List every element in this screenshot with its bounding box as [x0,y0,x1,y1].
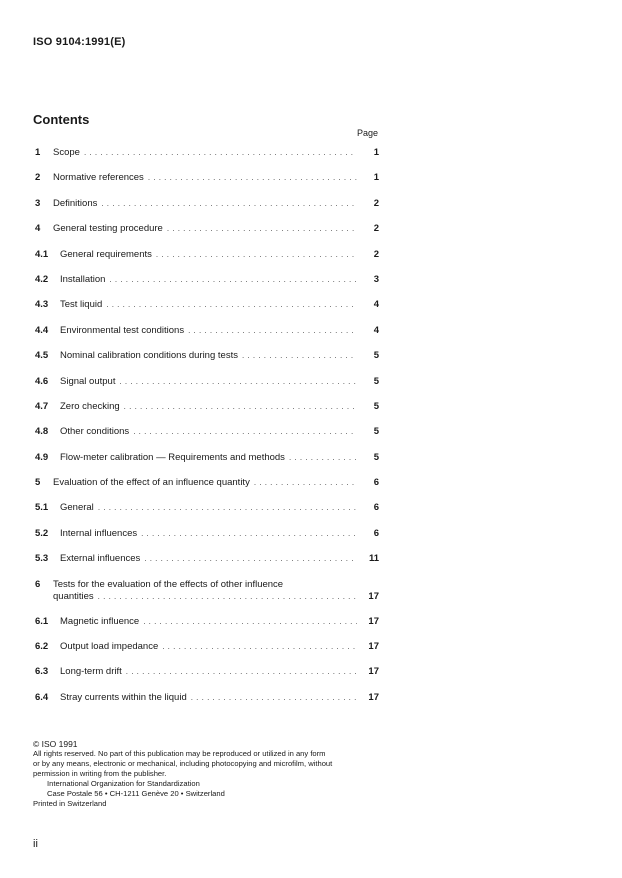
toc-entry-label: External influences [60,553,141,565]
toc-entry-label: Stray currents within the liquid [60,691,187,703]
rights-line: or by any means, electronic or mechanical, including photocopying and microfilm, without [33,759,333,768]
toc-entry-page: 5 [373,400,379,412]
toc-entry[interactable] [33,325,379,350]
toc-entry-number: 4.3 [35,299,49,311]
toc-entry-label: Environmental test conditions [60,324,185,336]
dot-leader [98,592,357,601]
toc-entry-number: 5.3 [35,553,49,565]
toc-entry-label: Output load impedance [60,641,159,653]
rights-line: All rights reserved. No part of this publication may be reproduced or utilized in any form [33,749,326,758]
toc-entry-page: 6 [373,502,379,514]
document-header: ISO 9104:1991(E) [33,36,126,48]
toc-entry-page: 4 [373,299,379,311]
dot-leader [156,250,357,259]
dot-leader [101,199,357,208]
organization-address: Case Postale 56 • CH-1211 Genève 20 • Switzerland [47,789,225,798]
toc-entry[interactable] [33,299,379,324]
toc-entry-page: 11 [368,553,379,565]
toc-entry-page: 5 [373,350,379,362]
contents-title: Contents [33,112,90,127]
dot-leader [119,377,357,386]
toc-entry[interactable] [33,692,379,717]
toc-entry-number: 6.2 [35,641,49,653]
toc-entry-page: 1 [373,172,379,184]
toc-entry[interactable] [33,579,379,616]
organization-name: International Organization for Standardization [47,779,200,788]
dot-leader [143,617,357,626]
toc-entry-label: Internal influences [60,527,138,539]
toc-entry-page: 1 [373,147,379,158]
toc-entry-page: 5 [373,451,379,463]
toc-entry-number: 6.4 [35,691,49,703]
toc-entry-label: Signal output [60,375,116,387]
dot-leader [84,148,357,157]
toc-entry-page: 2 [373,248,379,260]
dot-leader [289,453,357,462]
toc-entry-number: 4.6 [35,375,49,387]
dot-leader [188,326,357,335]
toc-entry[interactable] [33,528,379,553]
toc-entry-number: 6 [35,578,41,590]
dot-leader [124,402,357,411]
toc-entry-label: Nominal calibration conditions during tests [60,350,238,362]
toc-entry-label: quantities [53,590,94,602]
toc-entry-page: 4 [373,324,379,336]
toc-entry-label-line1: Tests for the evaluation of the effects of other influence [53,578,284,590]
toc-entry-page: 2 [373,223,379,235]
page-column-label: Page [357,128,379,138]
toc-entry[interactable] [33,274,379,299]
toc-entry[interactable] [33,401,379,426]
toc-entry-page: 17 [368,615,379,627]
toc-entry-label: Installation [60,273,106,285]
toc-entry-label: Normative references [53,172,144,184]
toc-entry-label: Definitions [53,197,98,209]
toc-entry-number: 4.7 [35,400,49,412]
toc-entry-label: Evaluation of the effect of an influence quantity [53,477,250,489]
toc-entry[interactable] [33,249,379,274]
printed-in: Printed in Switzerland [33,799,107,808]
toc-entry-number: 4.5 [35,350,49,362]
toc-entry-page: 6 [373,477,379,489]
toc-entry-page: 3 [373,273,379,285]
toc-entry-page: 5 [373,375,379,387]
toc-entry-label: Flow-meter calibration — Requirements and methods [60,451,285,463]
toc-entry-number: 4.1 [35,248,49,260]
toc-entry[interactable] [33,477,379,502]
dot-leader [242,351,357,360]
toc-entry-page: 17 [368,590,379,602]
toc-entry[interactable] [33,172,379,197]
toc-entry[interactable] [33,666,379,691]
page-number: ii [33,838,38,850]
dot-leader [254,478,357,487]
toc-entry-number: 5.2 [35,527,49,539]
toc-entry-label: Other conditions [60,426,130,438]
toc-entry[interactable] [33,147,379,172]
dot-leader [162,642,357,651]
dot-leader [106,300,357,309]
toc-entry-page: 5 [373,426,379,438]
toc-entry-page: 17 [368,641,379,653]
toc-entry-number: 2 [35,172,41,184]
toc-entry[interactable] [33,426,379,451]
toc-entry-number: 1 [35,147,41,158]
toc-entry-page: 2 [373,197,379,209]
toc-entry[interactable] [33,350,379,375]
dot-leader [148,173,357,182]
toc-entry-label: Test liquid [60,299,103,311]
rights-line: permission in writing from the publisher. [33,769,167,778]
dot-leader [98,503,357,512]
toc-entry[interactable] [33,376,379,401]
toc-entry-page: 17 [368,666,379,678]
toc-entry[interactable] [33,198,379,223]
toc-entry-number: 5.1 [35,502,49,514]
toc-entry-label: Long-term drift [60,666,122,678]
toc-entry-number: 4.9 [35,451,49,463]
toc-entry-number: 5 [35,477,41,489]
dot-leader [167,224,357,233]
toc-entry-label: General testing procedure [53,223,163,235]
dot-leader [141,529,357,538]
toc-entry-number: 3 [35,197,41,209]
toc-entry-label: General requirements [60,248,152,260]
toc-entry[interactable] [33,452,379,477]
toc-entry-number: 4.2 [35,273,49,285]
toc-entry-page: 6 [373,527,379,539]
toc-entry[interactable] [33,223,379,248]
dot-leader [133,427,357,436]
toc-entry-number: 4.8 [35,426,49,438]
toc-entry-number: 4.4 [35,324,49,336]
dot-leader [191,693,357,702]
dot-leader [109,275,357,284]
copyright-notice: © ISO 1991 [33,739,78,749]
toc-entry[interactable] [33,553,379,578]
toc-entry[interactable] [33,502,379,527]
toc-entry-number: 4 [35,223,41,235]
table-of-contents [33,147,379,717]
toc-entry[interactable] [33,616,379,641]
toc-entry-page: 17 [368,691,379,703]
toc-entry[interactable] [33,641,379,666]
toc-entry-number: 6.1 [35,615,49,627]
toc-entry-label: General [60,502,94,514]
toc-entry-label: Scope [53,147,80,158]
toc-entry-number: 6.3 [35,666,49,678]
dot-leader [144,554,357,563]
dot-leader [126,667,357,676]
copyright-footer [33,739,379,809]
toc-entry-label: Magnetic influence [60,615,140,627]
toc-entry-label: Zero checking [60,400,120,412]
